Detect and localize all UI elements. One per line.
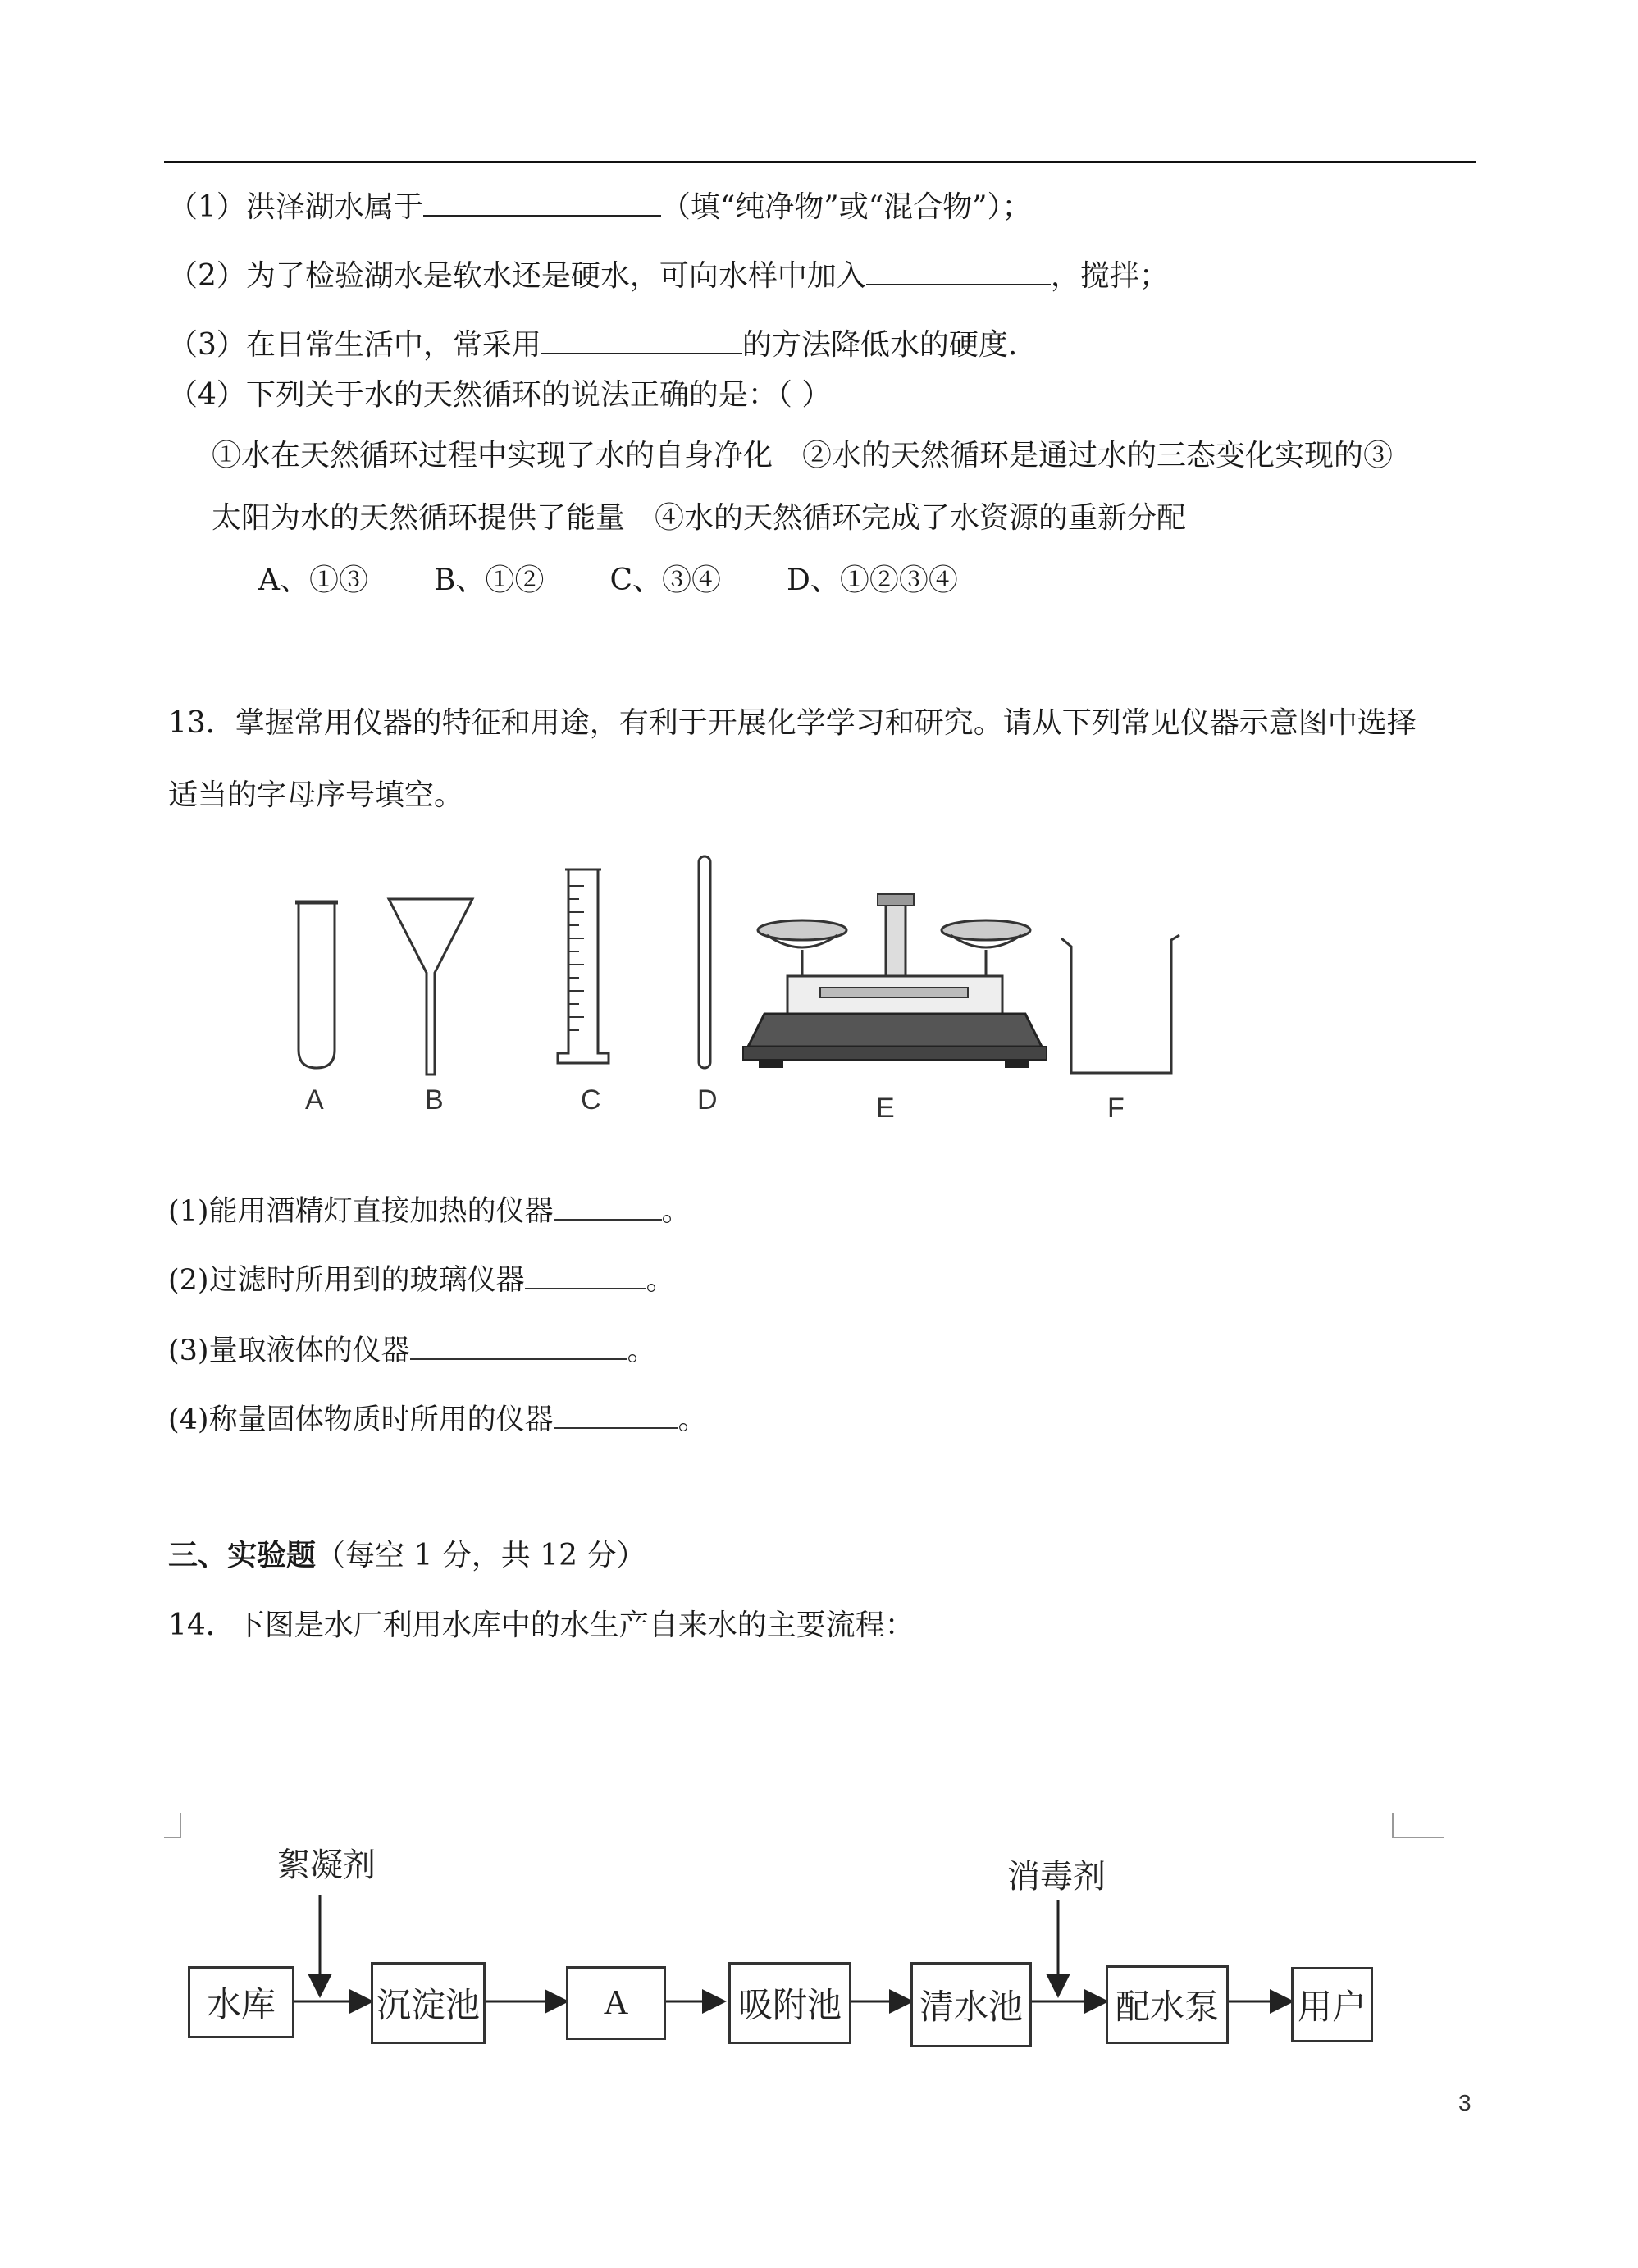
label-d: D <box>697 1084 718 1116</box>
q13-sub4: (4)称量固体物质时所用的仪器 。 <box>168 1399 707 1440</box>
additive-flocculant: 絮凝剂 <box>277 1846 376 1884</box>
q12-part3: （3）在日常生活中，常采用 的方法降低水的硬度. <box>168 323 1017 365</box>
option-d[interactable]: D、①②③④ <box>787 564 958 597</box>
q13-sub2: (2)过滤时所用到的玻璃仪器 。 <box>168 1260 675 1300</box>
q12-options <box>258 561 1024 600</box>
q12-part1: （1）洪泽湖水属于 （填“纯净物”或“混合物”）； <box>168 185 1032 227</box>
glass-rod-icon <box>699 856 710 1068</box>
flow-step-adsorption-tank: 吸附池 <box>728 1962 851 2044</box>
header-rule <box>164 161 1476 163</box>
flow-step-distribution-pump: 配水泵 <box>1106 1965 1229 2044</box>
beaker-icon <box>1061 935 1179 1073</box>
balance-scale-icon <box>743 894 1047 1068</box>
q12-statement2: 太阳为水的天然循环提供了能量 ④水的天然循环完成了水资源的重新分配 <box>212 501 1187 535</box>
flow-step-sedimentation-tank: 沉淀池 <box>371 1962 486 2044</box>
flow-step-users: 用户 <box>1291 1967 1373 2042</box>
label-c: C <box>581 1084 601 1116</box>
option-b[interactable]: B、①② <box>434 564 545 597</box>
q13-line1: 13．掌握常用仪器的特征和用途，有利于开展化学学习和研究。请从下列常见仪器示意图中选择 <box>168 706 1417 740</box>
q13-blank2[interactable] <box>525 1260 646 1289</box>
option-c[interactable]: C、③④ <box>609 564 722 597</box>
q13-blank4[interactable] <box>554 1399 678 1429</box>
q13-sub3: (3)量取液体的仪器 。 <box>168 1330 656 1371</box>
test-tube-icon <box>295 902 338 1068</box>
label-a: A <box>305 1084 324 1116</box>
q13-line2: 适当的字母序号填空。 <box>168 778 464 812</box>
label-e: E <box>876 1093 895 1124</box>
q12-part2: （2）为了检验湖水是软水还是硬水，可向水样中加入 ，搅拌； <box>168 254 1169 296</box>
q13-blank1[interactable] <box>554 1191 662 1221</box>
label-f: F <box>1107 1093 1125 1124</box>
q12-blank3[interactable] <box>541 323 742 354</box>
option-a[interactable]: A、①③ <box>258 564 368 597</box>
additive-disinfectant: 消毒剂 <box>1007 1858 1106 1896</box>
q12-part4: （4）下列关于水的天然循环的说法正确的是：（ ） <box>168 378 832 412</box>
q12-blank2[interactable] <box>866 254 1051 285</box>
flow-step-a: A <box>566 1966 666 2040</box>
label-b: B <box>425 1084 444 1116</box>
q13-sub1: (1)能用酒精灯直接加热的仪器 。 <box>168 1191 691 1231</box>
q14-text: 14．下图是水厂利用水库中的水生产自来水的主要流程： <box>168 1609 915 1642</box>
page-number: 3 <box>1458 2090 1471 2115</box>
graduated-cylinder-icon <box>558 869 609 1063</box>
funnel-icon <box>389 899 472 1075</box>
section-3-title: 三、实验题（每空 1 分，共 12 分） <box>168 1538 646 1572</box>
q12-blank1[interactable] <box>423 185 661 217</box>
flow-step-clear-water-tank: 清水池 <box>910 1962 1032 2047</box>
q12-statement1: ①水在天然循环过程中实现了水的自身净化 ②水的天然循环是通过水的三态变化实现的③ <box>212 439 1394 472</box>
instruments-figure <box>279 853 1198 1116</box>
q13-blank3[interactable] <box>410 1330 627 1360</box>
flow-step-reservoir: 水库 <box>188 1966 294 2038</box>
